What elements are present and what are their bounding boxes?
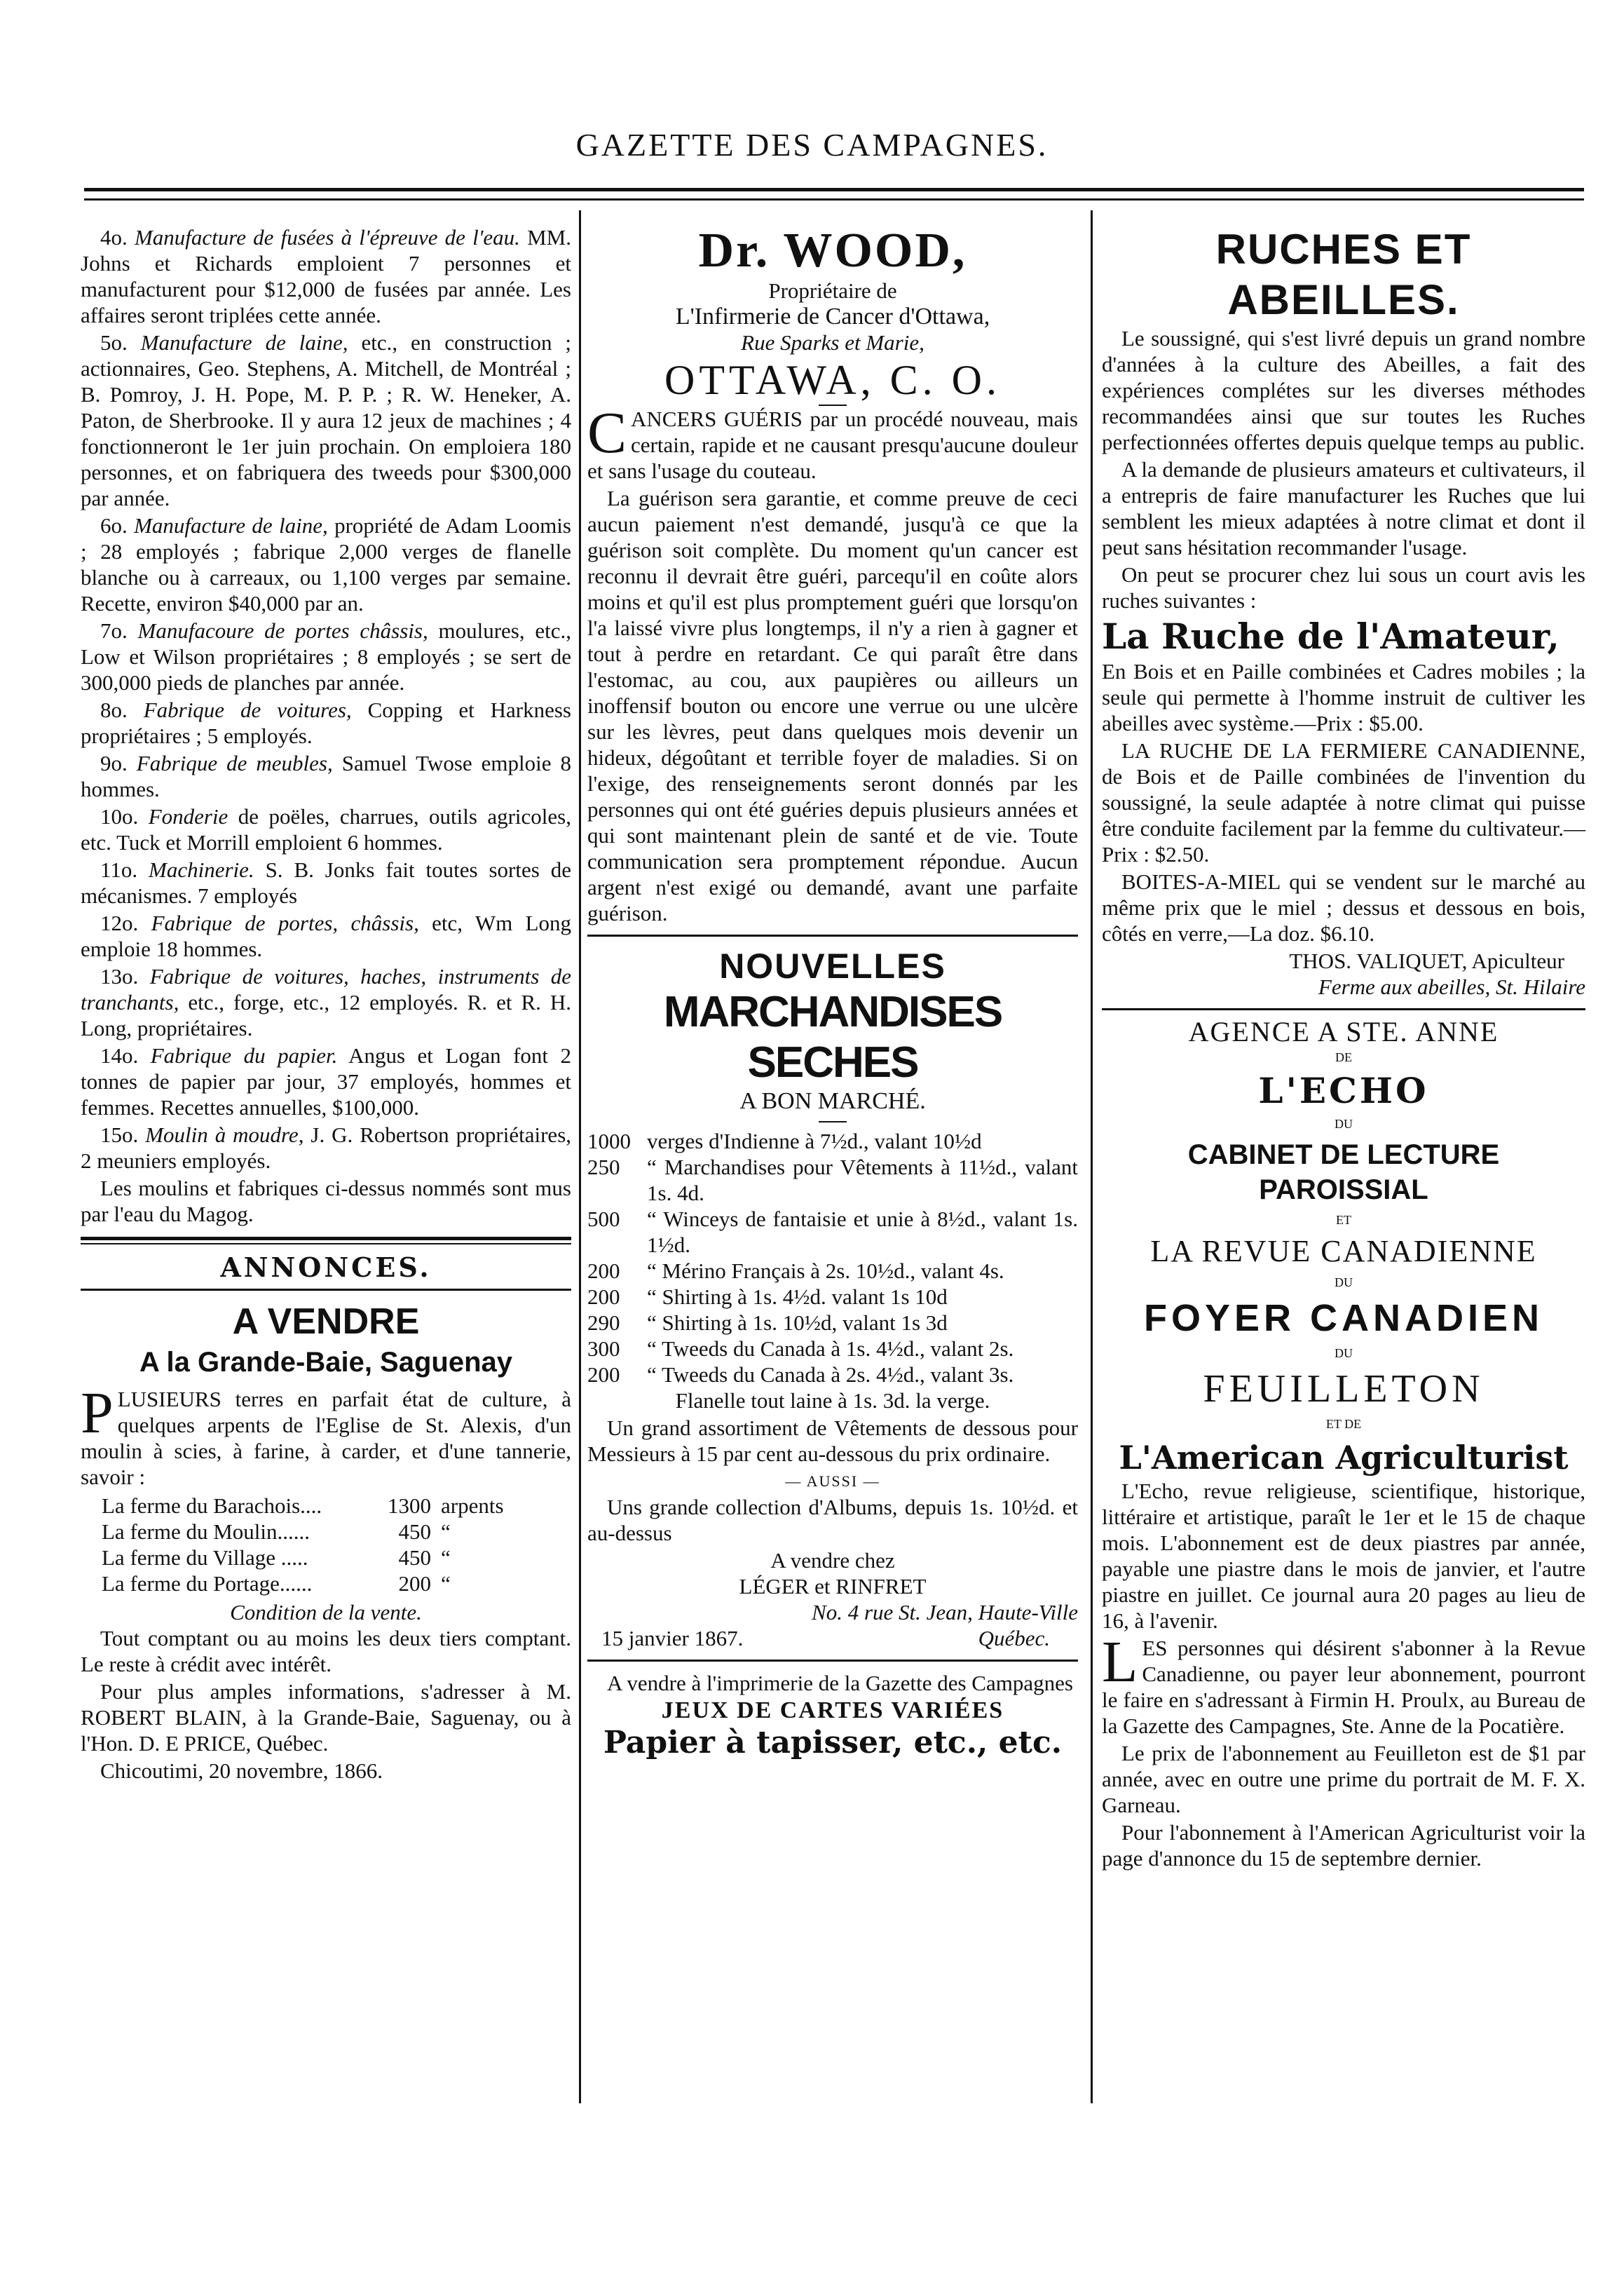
goods-qty: 300 [587,1336,620,1361]
cabinet-title: CABINET DE LECTURE PAROISSIAL [1187,1139,1500,1205]
page-header: GAZETTE DES CAMPAGNES. [575,127,1049,163]
item-name: Fonderie [148,804,228,829]
de-label: DE [1335,1050,1352,1064]
farm-table [102,1493,536,1596]
goods-desc: verges d'Indienne à 7½d., valant 10½d [647,1129,982,1153]
du-label: DU [1335,1275,1353,1289]
item-number: 9o. [100,751,128,775]
item-text: propriété de Adam Loomis ; 28 employés ; fabrique 2,000 verges de flanelle blanche ou à carreaux, ou 1,100 verges par semaine. Recette, environ $40,000 par an. [81,513,571,616]
item-text: MM. Johns et Richards emploient 7 personnes et manufacturent pour $12,000 de fusées par année. Les affaires seront triplées cette année. [81,225,571,327]
farm-size: 450 [398,1545,431,1570]
annonces-heading: ANNONCES. [220,1251,432,1283]
merchant-name: LÉGER et RINFRET [739,1574,927,1599]
manufacture-item [81,803,571,855]
goods-desc: “ Shirting à 1s. 4½d. valant 1s 10d [647,1284,948,1309]
drop-cap: P [81,1380,114,1446]
goods-desc: “ Marchandises pour Vêtements à 11½d., valant 1s. 4d. [647,1155,1078,1205]
ruches-title: RUCHES ET ABEILLES. [1215,226,1472,323]
goods-desc: “ Shirting à 1s. 10½d, valant 1s 3d [647,1310,948,1335]
item-name: Fabrique de voitures, haches, instruments de tranchants, [81,964,572,1015]
farm-unit: “ [441,1571,451,1596]
wood-city: OTTAWA, C. O. [664,357,1001,403]
item-name: Moulin à moudre, [145,1122,304,1147]
item-name: Manufacoure de portes châssis, [137,618,428,643]
item-text: S. B. Jonks fait toutes sortes de mécanismes. 7 employés [81,857,571,908]
et-label: ET [1336,1213,1351,1227]
signer-place: Ferme aux abeilles, St. Hilaire [1318,975,1585,999]
divider [81,1289,571,1291]
goods-row [587,1310,1078,1336]
item-number: 7o. [100,618,128,643]
item-number: 15o. [100,1122,139,1147]
divider [587,1660,1078,1662]
divider [587,935,1078,937]
goods-desc: “ Tweeds du Canada à 2s. 4½d., valant 3s. [647,1362,1014,1387]
item-text: de poëles, charrues, outils agricoles, etc. Tuck et Morrill emploient 6 hommes. [81,804,571,855]
manufacture-item [81,857,571,909]
item-name: Manufacture de fusées à l'épreuve de l'eau. [134,225,520,250]
column-left [81,224,571,1785]
foyer-title: FOYER CANADIEN [1143,1297,1544,1339]
ruche-amateur-text: En Bois et en Paille combinées et Cadres mobiles ; la seule qui permette à l'homme instruit de cultiver les abeilles avec système.—Prix : $5.00. [1102,659,1585,735]
item-text: J. G. Robertson propriétaires, 2 meuniers employés. [81,1122,572,1173]
item-text: Copping et Harkness propriétaires ; 5 employés. [81,698,571,748]
item-number: 12o. [100,911,139,935]
drop-cap: C [587,400,627,466]
signer: THOS. VALIQUET, Apiculteur [1289,949,1564,973]
item-number: 11o. [100,857,138,882]
goods-desc: “ Winceys de fantaisie et unie à 8½d., valant 1s. 1½d. [647,1207,1078,1257]
item-text: etc, Wm Long emploie 18 hommes. [81,911,571,961]
ruches-p2: A la demande de plusieurs amateurs et cultivateurs, il a entrepris de faire manufacturer les Ruches que lui semblent les mieux adaptées à notre climat et dont il peut sans hésitation recommander l'usage. [1102,457,1585,559]
goods-qty: 250 [587,1155,620,1179]
item-text: etc., forge, etc., 12 employés. R. et R. H. Long, propriétaires. [81,990,571,1040]
goods-row [587,1362,1078,1387]
farm-name: La ferme du Barachois.... [102,1493,322,1518]
item-text: moulures, etc., Low et Wilson propriétaires ; 8 employés ; se sert de 300,000 pieds de planches par année. [81,618,571,695]
goods-qty: 1000 [587,1129,631,1153]
american-paragraph: Pour l'abonnement à l'American Agriculturist voir la page d'annonce du 15 de septembre dernier. [1102,1820,1585,1871]
et-de-label: ET DE [1325,1417,1362,1431]
goods-qty: 200 [587,1284,620,1309]
closing-text: Les moulins et fabriques ci-dessus nommés sont mus par l'eau du Magog. [81,1176,571,1226]
manufacture-item [81,224,571,328]
item-number: 5o. [100,330,128,355]
farm-size: 450 [398,1519,431,1544]
imprimerie-text: A vendre à l'imprimerie de la Gazette des Campagnes [607,1671,1073,1695]
item-name: Fabrique de voitures, [143,698,352,722]
abonnement-paragraph [1102,1629,1585,1739]
item-number: 8o. [100,698,128,722]
farm-row [102,1570,536,1596]
item-name: Manufacture de laine, [140,330,348,355]
sale-date: Chicoutimi, 20 novembre, 1866. [100,1758,383,1783]
sale-subtitle: A la Grande-Baie, Saguenay [139,1347,513,1378]
goods-row [587,1284,1078,1310]
sale-title: A VENDRE [232,1301,420,1342]
manufacture-item [81,1043,571,1120]
manufacture-item [81,963,571,1041]
item-name: Manufacture de laine, [134,513,328,538]
column-divider-2 [1091,210,1093,2103]
item-number: 14o. [100,1043,139,1068]
item-text: Angus et Logan font 2 tonnes de papier par jour, 37 employés, hommes et femmes. Recettes annuelles, $100,000. [81,1043,571,1120]
column-middle [587,224,1078,1763]
feuilleton-title: FEUILLETON [1203,1367,1485,1411]
jeux-cartes: JEUX DE CARTES VARIÉES [661,1697,1004,1723]
manufactures-list [81,224,571,1174]
condition-text: Tout comptant ou au moins les deux tiers comptant. Le reste à crédit avec intérêt. [81,1626,571,1676]
flanelle-text: Flanelle tout laine à 1s. 3d. la verge. [675,1388,990,1413]
cancer-body: La guérison sera garantie, et comme preuve de ceci aucun paiement n'est demandé, jusqu'à ce que la guérison soit complète. Du moment qu'un cancer est reconnu il devrait être guéri, parcequ'il en coûte alors moins et qu'il est plus promptement guéri que lorsqu'on l'a laissé vivre plus longtemps, il n'y a rien à gagner et tout à perdre en retardant. Ce qui paraît être dans l'estomac, au cou, aux paupières ou ailleurs un inoffensif bouton ou encore une verrue ou une ulcère sur les lèvres, peut dans quelques mois devenir un hideux, dégoûtant et terrible foyer de maladies. Si on l'exige, des renseignements seront donnés par les personnes qui ont été guéries depuis plusieurs années et qui sont maintenant plein de santé et de vie. Toute communication sera promptement répondue. Aucun argent n'est exigé ou demandé, avant une parfaite guérison. [587,486,1078,925]
echo-title: L'ECHO [1258,1070,1429,1111]
goods-qty: 200 [587,1362,620,1387]
goods-qty: 290 [587,1310,620,1335]
column-right [1102,224,1585,1873]
assortiment-text: Un grand assortiment de Vêtements de dessous pour Messieurs à 15 par cent au-dessous du prix ordinaire. [587,1416,1078,1466]
farm-unit: “ [441,1545,451,1570]
item-name: Fabrique de portes, châssis, [151,911,419,935]
du-label: DU [1335,1346,1353,1360]
echo-paragraph: L'Echo, revue religieuse, scientifique, historique, littéraire et artistique, paraît le 1er et le 15 de chaque mois. L'abonnement est de deux piastres par année, payable une piastre dans le mois de janvier, et l'autre piastre en juillet. Ce journal aura 20 pages au lieu de 16, à l'avenir. [1102,1479,1585,1633]
item-name: Fabrique du papier. [150,1043,338,1068]
item-text: etc., en construction ; actionnaires, Geo. Stephens, A. Mitchell, de Montréal ; B. Pomroy, J. H. Pope, M. P. P. ; R. W. Heneker, A. Paton, de Sherbrooke. Il y aura 12 jeux de machines ; 4 fonctionneront le 1er juin prochain. On emploiera 180 personnes, et on fabriquera des tweeds pour $300,000 par année. [81,330,572,510]
aussi-label: — AUSSI — [785,1472,880,1490]
goods-row [587,1154,1078,1206]
cancer-intro [587,400,1078,484]
manufacture-item [81,513,571,616]
du-label: DU [1335,1117,1353,1131]
farm-row [102,1519,536,1545]
item-number: 6o. [100,513,128,538]
item-number: 10o. [100,804,139,829]
goods-table [587,1128,1078,1387]
merchant-dateline [587,1625,1078,1651]
wood-line1: Propriétaire de [768,278,897,303]
goods-row [587,1258,1078,1284]
goods-desc: “ Tweeds du Canada à 1s. 4½d., valant 2s. [647,1336,1014,1361]
goods-qty: 200 [587,1258,620,1283]
goods-row [587,1128,1078,1154]
manufacture-item [81,697,571,749]
wood-line2: L'Infirmerie de Cancer d'Ottawa, [675,304,990,330]
item-name: Fabrique de meubles, [136,751,333,775]
sale-body: LUSIEURS terres en parfait état de culture, à quelques arpents de l'Eglise de St. Alexis, d'un moulin à scies, à farine, à carder, et d'une tannerie, savoir : [81,1387,571,1489]
cancer-intro-text: ANCERS GUÉRIS par un procédé nouveau, mais certain, rapide et ne causant presqu'aucune douleur et sans l'usage du couteau. [587,407,1078,483]
small-rule [819,1121,847,1122]
merchant-city: Québec. [978,1626,1050,1650]
ruches-p1: Le soussigné, qui s'est livré depuis un grand nombre d'années à la culture des Abeilles, a fait des expériences complétes sur les diverses méthodes recommandées ainsi que sur toutes les Ruches perfectionnées offertes depuis quelque temps au public. [1102,326,1585,454]
farm-size: 200 [398,1571,431,1596]
item-name: Machinerie. [149,857,254,882]
item-text: Samuel Twose emploie 8 hommes. [81,751,572,801]
info-text: Pour plus amples informations, s'adresser à M. ROBERT BLAIN, à la Grande-Baie, Saguenay, ou à l'Hon. D. E PRICE, Québec. [81,1679,571,1756]
albums-text: Uns grande collection d'Albums, depuis 1s. 10½d. et au-dessus [587,1495,1078,1545]
farm-row [102,1493,536,1519]
goods-desc: “ Mérino Français à 2s. 10½d., valant 4s. [647,1258,1004,1283]
nouvelles-title: NOUVELLES [719,946,946,986]
farm-name: La ferme du Portage...... [102,1571,313,1596]
merchant-address: No. 4 rue St. Jean, Haute-Ville [812,1600,1078,1624]
sale-paragraph [81,1380,571,1490]
ruche-fermiere-text: LA RUCHE DE LA FERMIERE CANADIENNE, de Bois et de Paille combinées de l'invention du soussigné, la seule adaptée à notre climat qui puisse être conduite facilement par la femme du cultivateur.—Prix : $2.50. [1102,738,1585,867]
farm-size: 1300 [388,1493,431,1518]
wood-line3: Rue Sparks et Marie, [741,330,924,355]
item-number: 13o. [100,964,139,989]
drop-cap: L [1102,1629,1138,1695]
condition-title: Condition de la vente. [230,1600,422,1624]
revue-title: LA REVUE CANADIENNE [1150,1234,1537,1268]
vendre-chez: A vendre chez [770,1548,895,1573]
american-title: L'American Agriculturist [1119,1439,1569,1477]
bon-marche: A BON MARCHÉ. [739,1088,926,1114]
goods-row [587,1206,1078,1258]
manufacture-item [81,750,571,802]
manufacture-item [81,1122,571,1174]
ruche-amateur-title: La Ruche de l'Amateur, [1102,616,1560,657]
manufacture-item [81,618,571,695]
abonnement-text: ES personnes qui désirent s'abonner à la Revue Canadienne, ou payer leur abonnement, pourront le faire en s'adressant à Firmin H. Proulx, au Bureau de la Gazette des Campagnes, Ste. Anne de la Pocatière. [1102,1636,1585,1738]
divider [1102,1008,1585,1010]
column-divider-1 [579,210,581,2103]
manufacture-item [81,330,571,511]
farm-unit: “ [441,1519,451,1544]
farm-unit: arpents [441,1493,504,1518]
header-rule [84,188,1584,201]
goods-qty: 500 [587,1207,620,1231]
boites-text: BOITES-A-MIEL qui se vendent sur le marché au même prix que le miel ; dessus et dessous en bois, côtés en verre,—La doz. $6.10. [1102,869,1585,946]
merchant-date: 15 janvier 1867. [601,1626,744,1650]
wood-name: Dr. WOOD, [698,224,967,278]
ruches-p3: On peut se procurer chez lui sous un court avis les ruches suivantes : [1102,562,1585,613]
goods-row [587,1336,1078,1362]
item-number: 4o. [100,225,128,250]
manufacture-item [81,910,571,962]
papier-tapisser: Papier à tapisser, etc., etc. [603,1725,1063,1760]
marchandises-title: MARCHANDISES SECHES [663,988,1002,1087]
agence-title: AGENCE A STE. ANNE [1188,1016,1499,1047]
farm-name: La ferme du Village ..... [102,1545,308,1570]
divider [81,1237,571,1244]
farm-row [102,1545,536,1570]
farm-name: La ferme du Moulin...... [102,1519,311,1544]
prix-paragraph: Le prix de l'abonnement au Feuilleton est de $1 par année, avec en outre une prime du portrait de M. F. X. Garneau. [1102,1741,1585,1817]
